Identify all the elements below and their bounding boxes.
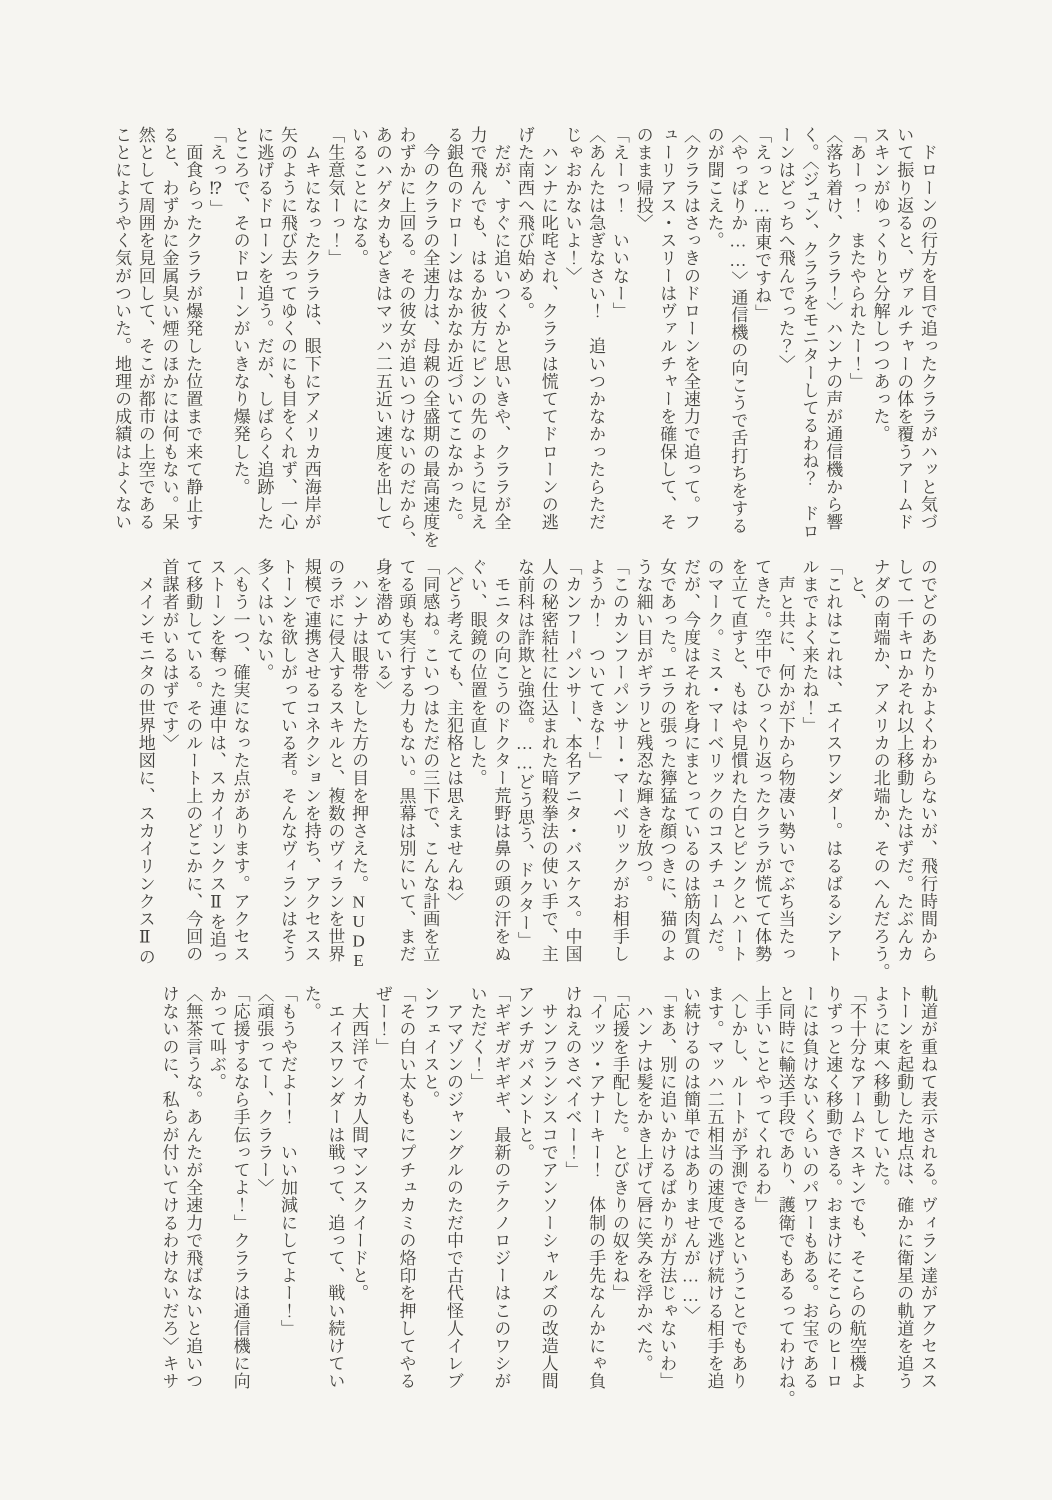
text-column: けないのに、私らが付いてけるわけないだろ〉キサ xyxy=(159,985,179,1390)
text-column: いることになる。 xyxy=(349,126,369,267)
text-column: のが聞こえた。 xyxy=(704,126,724,250)
text-column: 「えっ⁉」 xyxy=(206,126,226,217)
text-column: エイスワンダーは戦って、追って、戦い続けてい xyxy=(325,985,345,1390)
text-column: 面食らったクララが爆発した位置まで来て静止す xyxy=(183,126,203,531)
text-column: じゃおかないよ！〉 xyxy=(562,126,582,285)
text-column: トーンを欲しがっている者。そんなヴィランはそう xyxy=(278,558,298,963)
text-column: と同時に輸送手段であり、護衛でもあるってわけね。 xyxy=(775,985,795,1408)
text-column: ハンナは髪をかき上げて唇に笑みを浮かべた。 xyxy=(633,985,653,1373)
text-column: ハンナに叱咤され、クララは慌ててドローンの逃 xyxy=(538,126,558,531)
text-column: メインモニタの世界地図に、スカイリンクスⅡの xyxy=(135,558,155,966)
text-column: る銀色のドローンはなかなか近づいてこなかった。 xyxy=(443,126,463,531)
text-block-bottom xyxy=(157,985,939,1413)
text-column: ストーンを奪った連中は、スカイリンクスⅡを追っ xyxy=(206,558,226,966)
text-column: い続けるのは簡単ではありませんが……〉 xyxy=(680,985,700,1324)
text-column: てきた。空中でひっくり返ったクララが慌てて体勢 xyxy=(752,558,772,963)
text-column: うな細い目がギラリと残忍な輝きを放つ。 xyxy=(633,558,653,893)
text-column: 上手いことやってくれるわ」 xyxy=(752,985,772,1214)
text-column: ナダの南端か、アメリカの北端か、そのへんだろう。 xyxy=(870,558,890,981)
text-column: ューリアス・スリーはヴァルチャーを確保して、そ xyxy=(657,126,677,531)
text-column: 「あーっ！ またやられたー！」 xyxy=(846,126,866,390)
text-column: た。 xyxy=(301,985,321,1021)
text-column: 「もうやだよー！ いい加減にしてよー！」 xyxy=(278,985,298,1337)
text-column: あのハゲタカもどきはマッハ二五近い速度を出して xyxy=(372,126,392,531)
text-column: サンフランシスコでアンソーシャルズの改造人間 xyxy=(538,985,558,1390)
text-column: 力で飛んでも、はるか彼方にピンの先のように見え xyxy=(467,126,487,531)
text-column: 「不十分なアームドスキンでも、そこらの航空機よ xyxy=(846,985,866,1390)
text-column: ムキになったクララは、眼下にアメリカ西海岸が xyxy=(301,126,321,531)
text-column: 「ギギガギギギ、最新のテクノロジーはこのワシが xyxy=(491,985,511,1390)
text-column: ところで、そのドローンがいきなり爆発した。 xyxy=(230,126,250,496)
text-column: 「生意気ーっ！」 xyxy=(325,126,345,267)
text-column: 女であった。エラの張った獰猛な顔つきに、猫のよ xyxy=(657,558,677,963)
text-column: ます。マッハ二五相当の速度で逃げ続ける相手を追 xyxy=(704,985,724,1390)
text-column: 軌道が重ねて表示される。ヴィラン達がアクセスス xyxy=(918,985,937,1390)
text-column: 声と共に、何かが下から物凄い勢いでぶち当たっ xyxy=(775,558,795,963)
text-column: に逃げるドローンを追う。だが、しばらく追跡した xyxy=(254,126,274,531)
text-column: ンフェイスと。 xyxy=(420,985,440,1109)
text-column: 「その白い太ももにプチュカミの烙印を押してやる xyxy=(396,985,416,1390)
text-column: スキンがゆっくりと分解しつつあった。 xyxy=(870,126,890,443)
text-column: 「えーっ！ いいなー」 xyxy=(609,126,629,320)
text-column: ようか！ ついてきな！」 xyxy=(586,558,606,770)
text-column: 〈やっぱりか……〉通信機の向こうで舌打ちをする xyxy=(728,126,748,535)
text-column: して一千キロかそれ以上移動したはずだ。たぶんカ xyxy=(894,558,914,963)
text-column: 「これはこれは、エイスワンダー。はるばるシアト xyxy=(823,558,843,963)
text-column: 〈落ち着け、クララ！〉ハンナの声が通信機から響 xyxy=(823,126,843,531)
text-column: 「同感ね。こいつはただの三下で、こんな計画を立 xyxy=(420,558,440,963)
text-column: かって叫ぶ。 xyxy=(206,985,226,1091)
text-column: 「カンフーパンサー、本名アニタ・バスケス。中国 xyxy=(562,558,582,963)
text-column: 「イッツ・アナーキー！ 体制の手先なんかにゃ負 xyxy=(586,985,606,1390)
text-block-middle xyxy=(133,558,939,986)
text-column: 〈無茶言うな。あんたが全速力で飛ばないと追いつ xyxy=(183,985,203,1390)
text-column: 〈頑張ってー、クララー〉 xyxy=(254,985,274,1197)
text-column: 「このカンフーパンサー・マーベリックがお相手し xyxy=(609,558,629,963)
text-column: ハンナは眼帯をした方の目を押さえた。NUDE xyxy=(349,558,369,971)
text-column: 〈どう考えても、主犯格とは思えませんね〉 xyxy=(443,558,463,910)
text-column: と、 xyxy=(846,558,866,611)
text-column: りずっと速く移動できる。おまけにそこらのヒーロ xyxy=(823,985,843,1390)
text-column: 「まあ、別に追いかけるばかりが方法じゃないわ」 xyxy=(657,985,677,1390)
text-column: いただく！」 xyxy=(467,985,487,1091)
text-column: て移動している。そのルート上のどこかに、今回の xyxy=(183,558,203,963)
text-column: 〈しかし、ルートが予測できるということでもあり xyxy=(728,985,748,1390)
text-column: く。〈ジュン、クララをモニターしてるわね？ ドロ xyxy=(799,126,819,540)
text-column: だが、今度はそれを身にまとっているのは筋肉質の xyxy=(680,558,700,963)
text-column: ーには負けないくらいのパワーもある。お宝である xyxy=(799,985,819,1390)
text-column: 「応援を手配した。とびきりの奴をね」 xyxy=(609,985,629,1302)
text-column: ーンはどっちへ飛んでった？〉 xyxy=(775,126,795,373)
text-column: ように東へ移動していた。 xyxy=(870,985,890,1197)
text-column: アンチガバメントと。 xyxy=(515,985,535,1161)
text-column: ぜー！」 xyxy=(372,985,392,1056)
text-column: な前科は詐欺と強盗。……どう思う、ドクター」 xyxy=(515,558,535,950)
text-column: 首謀者がいるはずです〉 xyxy=(159,558,179,752)
text-column: 「えっと…南東ですね」 xyxy=(752,126,772,322)
text-column: ルまでよく来たね！」 xyxy=(799,558,819,734)
text-column: トーンを起動した地点は、確かに衛星の軌道を追う xyxy=(894,985,914,1390)
text-column: 然として周囲を見回して、そこが都市の上空である xyxy=(135,126,155,531)
text-column: げた南西へ飛び始める。 xyxy=(515,126,535,320)
text-column: 〈あんたは急ぎなさい！ 追いつかなかったらただ xyxy=(586,126,606,531)
text-column: 今のクララの全速力は、母親の全盛期の最高速度を xyxy=(420,126,440,549)
text-column: ぐい、眼鏡の位置を直した。 xyxy=(467,558,487,787)
text-column: のマーク。ミス・マーベリックのコスチュームだ。 xyxy=(704,558,724,963)
text-column: 「応援するなら手伝ってよ！」クララは通信機に向 xyxy=(230,985,250,1390)
text-column: けねえのさベイベー！」 xyxy=(562,985,582,1179)
text-column: のまま帰投〉 xyxy=(633,126,653,232)
text-column: を立て直すと、もはや見慣れた白とピンクとハート xyxy=(728,558,748,963)
text-column: だが、すぐに追いつくかと思いきや、クララが全 xyxy=(491,126,511,531)
text-column: アマゾンのジャングルのただ中で古代怪人イレブ xyxy=(443,985,463,1390)
text-column: 人の秘密結社に仕込まれた暗殺拳法の使い手で、主 xyxy=(538,558,558,963)
text-column: わずかに上回る。その彼女が追いつけないのだから、 xyxy=(396,126,416,549)
text-column: ことにようやく気がついた。地理の成績はよくない xyxy=(112,126,132,531)
text-column: てる頭も実行する力もない。黒幕は別にいて、まだ xyxy=(396,558,416,963)
text-column: 〈クララはさっきのドローンを全速力で追って。フ xyxy=(680,126,700,531)
text-column: 規模で連携させるコネクションを持ち、アクセスス xyxy=(301,558,321,963)
text-column: 〈もう一つ、確実になった点があります。アクセス xyxy=(230,558,250,963)
text-column: ると、わずかに金属臭い煙のほかには何もない。呆 xyxy=(159,126,179,531)
text-column: のでどのあたりかよくわからないが、飛行時間から xyxy=(918,558,937,963)
text-column: 大西洋でイカ人間マンスクイードと。 xyxy=(349,985,369,1302)
text-column: 矢のように飛び去ってゆくのにも目をくれず、一心 xyxy=(278,126,298,531)
text-column: のラボに侵入するスキルと、複数のヴィランを世界 xyxy=(325,558,345,963)
text-column: ドローンの行方を目で追ったクララがハッと気づ xyxy=(918,126,937,531)
text-column: いて振り返ると、ヴァルチャーの体を覆うアームド xyxy=(894,126,914,531)
text-column: モニタの向こうのドクター荒野は鼻の頭の汗をぬ xyxy=(491,558,511,963)
text-block-top xyxy=(109,126,939,554)
text-column: 身を潜めている〉 xyxy=(372,558,392,699)
text-column: 多くはいない。 xyxy=(254,558,274,682)
